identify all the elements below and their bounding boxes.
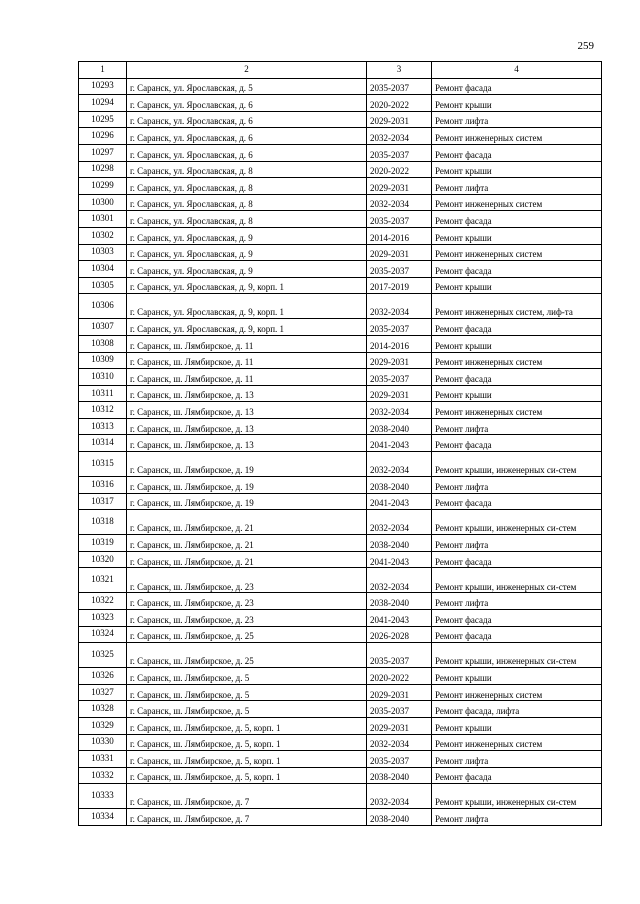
table-row [79, 452, 602, 477]
work-type-cell: Ремонт крыши [432, 718, 602, 735]
work-type-cell: Ремонт крыши [432, 161, 602, 178]
work-type-cell: Ремонт лифта [432, 111, 602, 128]
period-cell: 2038-2040 [367, 477, 432, 494]
address-cell: г. Саранск, ш. Лямбирское, д. 13 [127, 402, 367, 419]
table-row [79, 510, 602, 535]
work-type-cell: Ремонт лифта [432, 477, 602, 494]
work-type-cell: Ремонт инженерных систем [432, 352, 602, 369]
table-row [79, 418, 602, 435]
period-cell: 2038-2040 [367, 418, 432, 435]
period-cell: 2032-2034 [367, 452, 432, 477]
table-row [79, 211, 602, 228]
address-cell: г. Саранск, ш. Лямбирское, д. 19 [127, 452, 367, 477]
address-cell: г. Саранск, ш. Лямбирское, д. 13 [127, 385, 367, 402]
period-cell: 2014-2016 [367, 335, 432, 352]
row-number-cell: 10301 [79, 211, 127, 228]
row-number-cell: 10318 [79, 510, 127, 535]
row-number-cell: 10306 [79, 294, 127, 319]
work-type-cell: Ремонт крыши, инженерных си-стем [432, 568, 602, 593]
table-row [79, 277, 602, 294]
table-row [79, 369, 602, 386]
table-row [79, 144, 602, 161]
address-cell: г. Саранск, ул. Ярославская, д. 9, корп. 1 [127, 294, 367, 319]
table-row [79, 535, 602, 552]
row-number-cell: 10308 [79, 335, 127, 352]
address-cell: г. Саранск, ул. Ярославская, д. 6 [127, 111, 367, 128]
work-type-cell: Ремонт крыши [432, 385, 602, 402]
period-cell: 2035-2037 [367, 261, 432, 278]
table-row [79, 668, 602, 685]
row-number-cell: 10295 [79, 111, 127, 128]
address-cell: г. Саранск, ул. Ярославская, д. 8 [127, 194, 367, 211]
period-cell: 2038-2040 [367, 809, 432, 826]
address-cell: г. Саранск, ул. Ярославская, д. 6 [127, 128, 367, 145]
address-cell: г. Саранск, ул. Ярославская, д. 6 [127, 95, 367, 112]
address-cell: г. Саранск, ул. Ярославская, д. 8 [127, 161, 367, 178]
row-number-cell: 10334 [79, 809, 127, 826]
period-cell: 2032-2034 [367, 734, 432, 751]
period-cell: 2035-2037 [367, 701, 432, 718]
row-number-cell: 10312 [79, 402, 127, 419]
work-type-cell: Ремонт фасада [432, 435, 602, 452]
period-cell: 2035-2037 [367, 78, 432, 95]
work-type-cell: Ремонт фасада [432, 767, 602, 784]
address-cell: г. Саранск, ш. Лямбирское, д. 5 [127, 668, 367, 685]
work-type-cell: Ремонт крыши, инженерных си-стем [432, 510, 602, 535]
address-cell: г. Саранск, ш. Лямбирское, д. 13 [127, 435, 367, 452]
table-row [79, 593, 602, 610]
row-number-cell: 10319 [79, 535, 127, 552]
work-type-cell: Ремонт крыши [432, 227, 602, 244]
address-cell: г. Саранск, ш. Лямбирское, д. 23 [127, 610, 367, 627]
table-row [79, 385, 602, 402]
address-cell: г. Саранск, ш. Лямбирское, д. 11 [127, 335, 367, 352]
period-cell: 2029-2031 [367, 244, 432, 261]
work-type-cell: Ремонт фасада [432, 319, 602, 336]
row-number-cell: 10313 [79, 418, 127, 435]
work-type-cell: Ремонт крыши [432, 668, 602, 685]
address-cell: г. Саранск, ш. Лямбирское, д. 5 [127, 701, 367, 718]
period-cell: 2020-2022 [367, 668, 432, 685]
table-row [79, 178, 602, 195]
period-cell: 2035-2037 [367, 751, 432, 768]
work-type-cell: Ремонт фасада [432, 610, 602, 627]
table-row [79, 626, 602, 643]
address-cell: г. Саранск, ш. Лямбирское, д. 23 [127, 593, 367, 610]
work-type-cell: Ремонт фасада [432, 626, 602, 643]
table-row [79, 111, 602, 128]
work-type-cell: Ремонт лифта [432, 809, 602, 826]
period-cell: 2029-2031 [367, 385, 432, 402]
address-cell: г. Саранск, ул. Ярославская, д. 9, корп. 1 [127, 319, 367, 336]
table-body [79, 62, 602, 826]
address-cell: г. Саранск, ш. Лямбирское, д. 25 [127, 643, 367, 668]
address-cell: г. Саранск, ул. Ярославская, д. 8 [127, 211, 367, 228]
address-cell: г. Саранск, ш. Лямбирское, д. 21 [127, 535, 367, 552]
period-cell: 2041-2043 [367, 610, 432, 627]
row-number-cell: 10327 [79, 684, 127, 701]
period-cell: 2032-2034 [367, 568, 432, 593]
period-cell: 2038-2040 [367, 535, 432, 552]
period-cell: 2032-2034 [367, 294, 432, 319]
work-type-cell: Ремонт лифта [432, 418, 602, 435]
period-cell: 2032-2034 [367, 784, 432, 809]
table-row [79, 643, 602, 668]
row-number-cell: 10310 [79, 369, 127, 386]
table-row [79, 477, 602, 494]
work-type-cell: Ремонт лифта [432, 535, 602, 552]
work-type-cell: Ремонт лифта [432, 178, 602, 195]
row-number-cell: 10315 [79, 452, 127, 477]
address-cell: г. Саранск, ш. Лямбирское, д. 21 [127, 551, 367, 568]
table-row [79, 718, 602, 735]
header-cell: 2 [127, 62, 367, 79]
address-cell: г. Саранск, ш. Лямбирское, д. 11 [127, 369, 367, 386]
period-cell: 2014-2016 [367, 227, 432, 244]
address-cell: г. Саранск, ш. Лямбирское, д. 5, корп. 1 [127, 734, 367, 751]
work-type-cell: Ремонт лифта [432, 751, 602, 768]
row-number-cell: 10309 [79, 352, 127, 369]
table-row [79, 402, 602, 419]
address-cell: г. Саранск, ул. Ярославская, д. 5 [127, 78, 367, 95]
period-cell: 2041-2043 [367, 551, 432, 568]
table-row [79, 551, 602, 568]
period-cell: 2029-2031 [367, 684, 432, 701]
row-number-cell: 10332 [79, 767, 127, 784]
table-row [79, 784, 602, 809]
address-cell: г. Саранск, ш. Лямбирское, д. 5, корп. 1 [127, 751, 367, 768]
period-cell: 2035-2037 [367, 144, 432, 161]
row-number-cell: 10328 [79, 701, 127, 718]
row-number-cell: 10326 [79, 668, 127, 685]
period-cell: 2017-2019 [367, 277, 432, 294]
address-cell: г. Саранск, ш. Лямбирское, д. 5, корп. 1 [127, 767, 367, 784]
work-type-cell: Ремонт фасада [432, 369, 602, 386]
address-cell: г. Саранск, ул. Ярославская, д. 9 [127, 227, 367, 244]
header-cell: 4 [432, 62, 602, 79]
row-number-cell: 10333 [79, 784, 127, 809]
work-type-cell: Ремонт крыши, инженерных си-стем [432, 784, 602, 809]
table-header-row [79, 62, 602, 79]
period-cell: 2041-2043 [367, 435, 432, 452]
address-cell: г. Саранск, ш. Лямбирское, д. 21 [127, 510, 367, 535]
address-cell: г. Саранск, ш. Лямбирское, д. 5, корп. 1 [127, 718, 367, 735]
work-type-cell: Ремонт фасада, лифта [432, 701, 602, 718]
table-row [79, 335, 602, 352]
work-type-cell: Ремонт фасада [432, 493, 602, 510]
row-number-cell: 10323 [79, 610, 127, 627]
address-cell: г. Саранск, ш. Лямбирское, д. 19 [127, 493, 367, 510]
header-cell: 3 [367, 62, 432, 79]
table-row [79, 701, 602, 718]
address-cell: г. Саранск, ш. Лямбирское, д. 7 [127, 809, 367, 826]
period-cell: 2029-2031 [367, 178, 432, 195]
work-type-cell: Ремонт инженерных систем [432, 128, 602, 145]
row-number-cell: 10300 [79, 194, 127, 211]
row-number-cell: 10314 [79, 435, 127, 452]
period-cell: 2020-2022 [367, 161, 432, 178]
table-row [79, 294, 602, 319]
address-cell: г. Саранск, ш. Лямбирское, д. 13 [127, 418, 367, 435]
work-type-cell: Ремонт инженерных систем [432, 402, 602, 419]
page-number: 259 [577, 40, 594, 52]
table-row [79, 568, 602, 593]
work-type-cell: Ремонт крыши, инженерных си-стем [432, 643, 602, 668]
row-number-cell: 10297 [79, 144, 127, 161]
row-number-cell: 10329 [79, 718, 127, 735]
table-row [79, 610, 602, 627]
address-cell: г. Саранск, ул. Ярославская, д. 9 [127, 261, 367, 278]
work-type-cell: Ремонт фасада [432, 261, 602, 278]
row-number-cell: 10304 [79, 261, 127, 278]
row-number-cell: 10324 [79, 626, 127, 643]
work-type-cell: Ремонт инженерных систем [432, 684, 602, 701]
table-row [79, 352, 602, 369]
address-cell: г. Саранск, ул. Ярославская, д. 9 [127, 244, 367, 261]
row-number-cell: 10307 [79, 319, 127, 336]
period-cell: 2026-2028 [367, 626, 432, 643]
row-number-cell: 10316 [79, 477, 127, 494]
period-cell: 2032-2034 [367, 194, 432, 211]
period-cell: 2038-2040 [367, 767, 432, 784]
period-cell: 2020-2022 [367, 95, 432, 112]
table-row [79, 319, 602, 336]
table-row [79, 751, 602, 768]
table-row [79, 734, 602, 751]
table-row [79, 684, 602, 701]
address-cell: г. Саранск, ш. Лямбирское, д. 11 [127, 352, 367, 369]
table-row [79, 78, 602, 95]
row-number-cell: 10322 [79, 593, 127, 610]
table-row [79, 261, 602, 278]
work-type-cell: Ремонт инженерных систем [432, 244, 602, 261]
period-cell: 2035-2037 [367, 319, 432, 336]
address-cell: г. Саранск, ш. Лямбирское, д. 23 [127, 568, 367, 593]
table-row [79, 194, 602, 211]
table-row [79, 493, 602, 510]
row-number-cell: 10311 [79, 385, 127, 402]
work-type-cell: Ремонт фасада [432, 78, 602, 95]
period-cell: 2035-2037 [367, 369, 432, 386]
period-cell: 2029-2031 [367, 718, 432, 735]
work-type-cell: Ремонт фасада [432, 211, 602, 228]
address-cell: г. Саранск, ул. Ярославская, д. 6 [127, 144, 367, 161]
row-number-cell: 10298 [79, 161, 127, 178]
row-number-cell: 10325 [79, 643, 127, 668]
row-number-cell: 10302 [79, 227, 127, 244]
work-type-cell: Ремонт инженерных систем [432, 194, 602, 211]
work-type-cell: Ремонт инженерных систем [432, 734, 602, 751]
period-cell: 2029-2031 [367, 352, 432, 369]
row-number-cell: 10330 [79, 734, 127, 751]
table-row [79, 809, 602, 826]
work-type-cell: Ремонт крыши [432, 95, 602, 112]
table-row [79, 95, 602, 112]
table-row [79, 767, 602, 784]
table-row [79, 161, 602, 178]
work-type-cell: Ремонт фасада [432, 551, 602, 568]
row-number-cell: 10331 [79, 751, 127, 768]
work-type-cell: Ремонт крыши [432, 335, 602, 352]
period-cell: 2032-2034 [367, 402, 432, 419]
address-cell: г. Саранск, ш. Лямбирское, д. 19 [127, 477, 367, 494]
row-number-cell: 10305 [79, 277, 127, 294]
row-number-cell: 10317 [79, 493, 127, 510]
table-row [79, 435, 602, 452]
address-cell: г. Саранск, ш. Лямбирское, д. 7 [127, 784, 367, 809]
row-number-cell: 10299 [79, 178, 127, 195]
address-cell: г. Саранск, ул. Ярославская, д. 8 [127, 178, 367, 195]
header-cell: 1 [79, 62, 127, 79]
repair-schedule-table [78, 61, 602, 826]
table-row [79, 128, 602, 145]
period-cell: 2035-2037 [367, 643, 432, 668]
row-number-cell: 10320 [79, 551, 127, 568]
table-row [79, 227, 602, 244]
work-type-cell: Ремонт фасада [432, 144, 602, 161]
work-type-cell: Ремонт инженерных систем, лиф-та [432, 294, 602, 319]
period-cell: 2038-2040 [367, 593, 432, 610]
row-number-cell: 10294 [79, 95, 127, 112]
table-row [79, 244, 602, 261]
period-cell: 2032-2034 [367, 510, 432, 535]
row-number-cell: 10303 [79, 244, 127, 261]
row-number-cell: 10293 [79, 78, 127, 95]
period-cell: 2032-2034 [367, 128, 432, 145]
row-number-cell: 10321 [79, 568, 127, 593]
period-cell: 2035-2037 [367, 211, 432, 228]
address-cell: г. Саранск, ул. Ярославская, д. 9, корп. 1 [127, 277, 367, 294]
work-type-cell: Ремонт лифта [432, 593, 602, 610]
work-type-cell: Ремонт крыши [432, 277, 602, 294]
address-cell: г. Саранск, ш. Лямбирское, д. 5 [127, 684, 367, 701]
address-cell: г. Саранск, ш. Лямбирское, д. 25 [127, 626, 367, 643]
period-cell: 2041-2043 [367, 493, 432, 510]
work-type-cell: Ремонт крыши, инженерных си-стем [432, 452, 602, 477]
period-cell: 2029-2031 [367, 111, 432, 128]
row-number-cell: 10296 [79, 128, 127, 145]
